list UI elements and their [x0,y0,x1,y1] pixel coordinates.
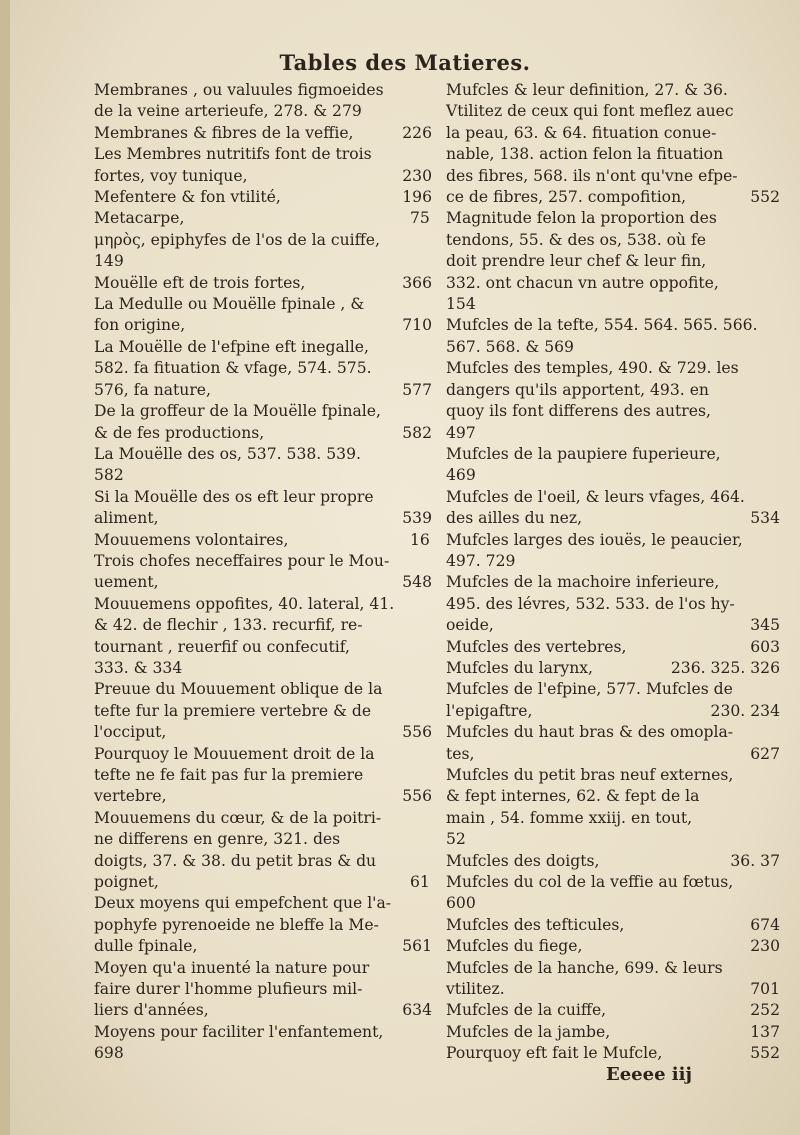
index-entry [446,851,780,872]
entry-line: La Medulle ou Mouëlle fpinale , & [94,295,365,314]
entry-line: 497. 729 [446,551,516,570]
entry-line: Mufcles de la tefte, 554. 564. 565. 566. [446,316,758,335]
page-reference: 534 [750,509,780,528]
page-reference: 674 [750,915,780,934]
entry-line: Mufcles & leur definition, 27. & 36. [446,81,728,99]
entry-line: Les Membres nutritifs font de trois [94,145,372,164]
index-entry [446,1000,780,1021]
index-entry [94,444,432,487]
entry-line: ce de fibres, 257. compofition, 552 [468,187,780,208]
page-reference: 230 [750,937,780,956]
entry-line: 497 [446,423,476,442]
entry-line: tes, 627 [468,744,780,765]
entry-line: Mufcles des vertebres, 603 [468,637,780,658]
entry-line: Mufcles de la machoire inferieure, [446,573,720,592]
entry-line: poignet, 61 [94,873,430,892]
entry-line: fon origine, 710 [116,315,432,336]
entry-line: dulle fpinale, 561 [116,936,432,957]
index-column-right [446,80,780,1065]
entry-line: 52 [446,830,466,849]
page-reference: 556 [402,787,432,806]
index-entry [446,872,780,915]
page-reference: 710 [402,316,432,335]
entry-line: Membranes , ou valuules figmoeides [94,81,384,99]
entry-line: Membranes & fibres de la veffie, 226 [116,123,432,144]
entry-line: Magnitude felon la proportion des [446,209,717,228]
index-entry [94,958,432,1022]
page-reference: 230 [402,166,432,185]
entry-line: Deux moyens qui empefchent que l'a- [94,894,392,913]
entry-line: aliment, 539 [116,508,432,529]
page-reference: 582 [402,423,432,442]
entry-line: 149 [94,252,124,271]
entry-line: uement, 548 [116,572,432,593]
index-entry [94,530,432,551]
entry-line: vtilitez. 701 [468,979,780,1000]
entry-line: Mufcles du fiege, 230 [468,936,780,957]
index-entry [446,915,780,936]
page-reference: 252 [750,1001,780,1020]
entry-line: tefte ne fe fait pas fur la premiere [94,766,364,784]
index-entry [94,1022,432,1065]
entry-line: tournant , reuerfif ou confecutif, [94,637,350,656]
entry-line: & fept internes, 62. & fept de la [446,787,700,806]
index-entry [94,144,432,187]
index-entry [446,572,780,636]
entry-line: pophyfe pyrenoeide ne bleffe la Me- [94,915,379,934]
entry-line: tefte fur la premiere vertebre & de [94,701,372,720]
index-entry [94,551,432,594]
entry-line: Metacarpe, 75 [94,209,430,228]
entry-line: la peau, 63. & 64. fituation conue- [446,123,717,142]
index-entry [446,936,780,957]
entry-line: Mefentere & fon vtilité, 196 [116,187,432,208]
entry-line: l'occiput, 556 [116,722,432,743]
index-entry [94,679,432,743]
entry-line: 600 [446,894,476,913]
entry-line: 576, fa nature, 577 [116,380,432,401]
entry-line: Trois chofes neceffaires pour le Mou- [94,551,390,570]
page-reference: 577 [402,380,432,399]
entry-line: 567. 568. & 569 [446,337,574,356]
entry-line: doigts, 37. & 38. du petit bras & du [94,851,377,870]
entry-line: Mufcles du haut bras & des omopla- [446,723,734,742]
page-reference: 548 [402,573,432,592]
index-entry [94,294,432,337]
entry-line: doit prendre leur chef & leur fin, [446,252,707,271]
page-reference: 603 [750,637,780,656]
entry-line: Mufcles du petit bras neuf externes, [446,766,734,784]
entry-line: Mufcles du larynx, 236. 325. 326 [468,658,780,679]
page-reference: 552 [750,188,780,207]
entry-line: Preuue du Mouuement oblique de la [94,680,383,699]
entry-line: 332. ont chacun vn autre oppofite, [446,273,719,292]
index-entry [446,658,780,679]
entry-line: La Mouëlle des os, 537. 538. 539. [94,444,361,463]
index-entry [446,958,780,1001]
index-entry [446,1043,780,1064]
entry-line: & 42. de flechir , 133. recurfif, re- [94,616,363,635]
entry-line: Mufcles de l'oeil, & leurs vfages, 464. [446,487,745,506]
page-title: Tables des Matieres. [279,50,531,75]
entry-line: quoy ils font differens des autres, [446,402,711,421]
index-entry [94,487,432,530]
entry-line: Mufcles de l'efpine, 577. Mufcles de [446,680,733,699]
index-entry [94,744,432,808]
page-reference: 236. 325. 326 [670,658,780,677]
index-column-left [94,80,432,1065]
index-entry [94,401,432,444]
page-reference: 539 [402,509,432,528]
entry-line: Mouuemens volontaires, 16 [94,530,430,549]
entry-line: l'epigaftre, 230. 234 [468,701,780,722]
page-reference: 345 [750,616,780,635]
index-entry [446,530,780,573]
entry-line: dangers qu'ils apportent, 493. en [446,380,709,399]
entry-line: 582. fa fituation & vfage, 574. 575. [94,359,372,378]
page-reference: 226 [402,123,432,142]
entry-line: Mouuemens oppofites, 40. lateral, 41. [94,594,395,613]
entry-line: liers d'années, 634 [116,1000,432,1021]
index-entry [446,637,780,658]
index-entry [94,230,432,273]
entry-line: tendons, 55. & des os, 538. où fe [446,230,706,249]
entry-line: Mufcles du col de la veffie au fœtus, [446,873,734,892]
page-reference: 552 [750,1044,780,1063]
entry-line: 698 [94,1044,124,1063]
entry-line: ne differens en genre, 321. des [94,830,341,849]
index-entry [94,187,432,208]
index-entry [446,358,780,444]
entry-line: nable, 138. action felon la fituation [446,145,724,164]
entry-line: fortes, voy tunique, 230 [116,166,432,187]
entry-line: Mufcles de la hanche, 699. & leurs [446,958,723,977]
entry-line: Mouuemens du cœur, & de la poitri- [94,808,382,827]
entry-line: Mouëlle eft de trois fortes, 366 [116,273,432,294]
entry-line: 333. & 334 [94,658,183,677]
entry-line: Mufcles de la paupiere fuperieure, [446,444,721,463]
index-entry [94,208,432,229]
entry-line: & de fes productions, 582 [116,423,432,444]
index-entry [94,594,432,680]
entry-line: Pourquoy le Mouuement droit de la [94,744,375,763]
entry-line: Si la Mouëlle des os eft leur propre [94,487,374,506]
index-entry [446,722,780,765]
index-entry [94,123,432,144]
page-reference: 634 [402,1001,432,1020]
entry-line: des ailles du nez, 534 [468,508,780,529]
entry-line: Mufcles des tefticules, 674 [468,915,780,936]
entry-line: des fibres, 568. ils n'ont qu'vne efpe- [446,166,738,185]
index-entry [94,893,432,957]
index-entry [94,337,432,401]
entry-line: De la groffeur de la Mouëlle fpinale, [94,402,381,421]
page-reference: 561 [402,937,432,956]
entry-line: 469 [446,466,476,485]
index-entry [446,80,780,101]
index-entry [94,273,432,294]
entry-line: 154 [446,295,476,314]
index-entry [446,765,780,851]
index-entry [446,444,780,487]
page-reference: 366 [402,273,432,292]
entry-line: 582 [94,466,124,485]
entry-line: vertebre, 556 [116,786,432,807]
signature-mark: Eeeee iij [606,1064,692,1085]
entry-line: Mufcles larges des iouës, le peaucier, [446,530,743,549]
entry-line: μηρὸς, epiphyfes de l'os de la cuiffe, [94,230,380,249]
index-entry [446,487,780,530]
entry-line: 495. des lévres, 532. 533. de l'os hy- [446,594,735,613]
entry-line: oeide, 345 [468,615,780,636]
index-entry [446,208,780,315]
entry-line: Mufcles de la jambe, 137 [468,1022,780,1043]
entry-line: Mufcles de la cuiffe, 252 [468,1000,780,1021]
index-entry [94,808,432,894]
page-reference: 701 [750,980,780,999]
entry-line: Mufcles des temples, 490. & 729. les [446,359,739,378]
index-entry [446,315,780,358]
entry-line: Pourquoy eft fait le Mufcle, 552 [468,1043,780,1064]
page-reference: 137 [750,1022,780,1041]
index-entry [446,679,780,722]
entry-line: Moyens pour faciliter l'enfantement, [94,1022,384,1041]
index-entry [446,101,780,208]
page-reference: 230. 234 [710,701,780,720]
entry-line: main , 54. fomme xxiij. en tout, [446,808,693,827]
page-reference: 36. 37 [730,851,780,870]
index-entry [94,80,432,123]
page-reference: 196 [402,188,432,207]
entry-line: Moyen qu'a inuenté la nature pour [94,958,370,977]
entry-line: La Mouëlle de l'efpine eft inegalle, [94,337,369,356]
entry-line: Vtilitez de ceux qui font meflez auec [446,102,734,121]
entry-line: de la veine arterieufe, 278. & 279 [94,102,362,121]
entry-line: Mufcles des doigts, 36. 37 [468,851,780,872]
index-entry [446,1022,780,1043]
page-reference: 627 [750,744,780,763]
entry-line: faire durer l'homme plufieurs mil- [94,980,363,999]
page-reference: 556 [402,723,432,742]
